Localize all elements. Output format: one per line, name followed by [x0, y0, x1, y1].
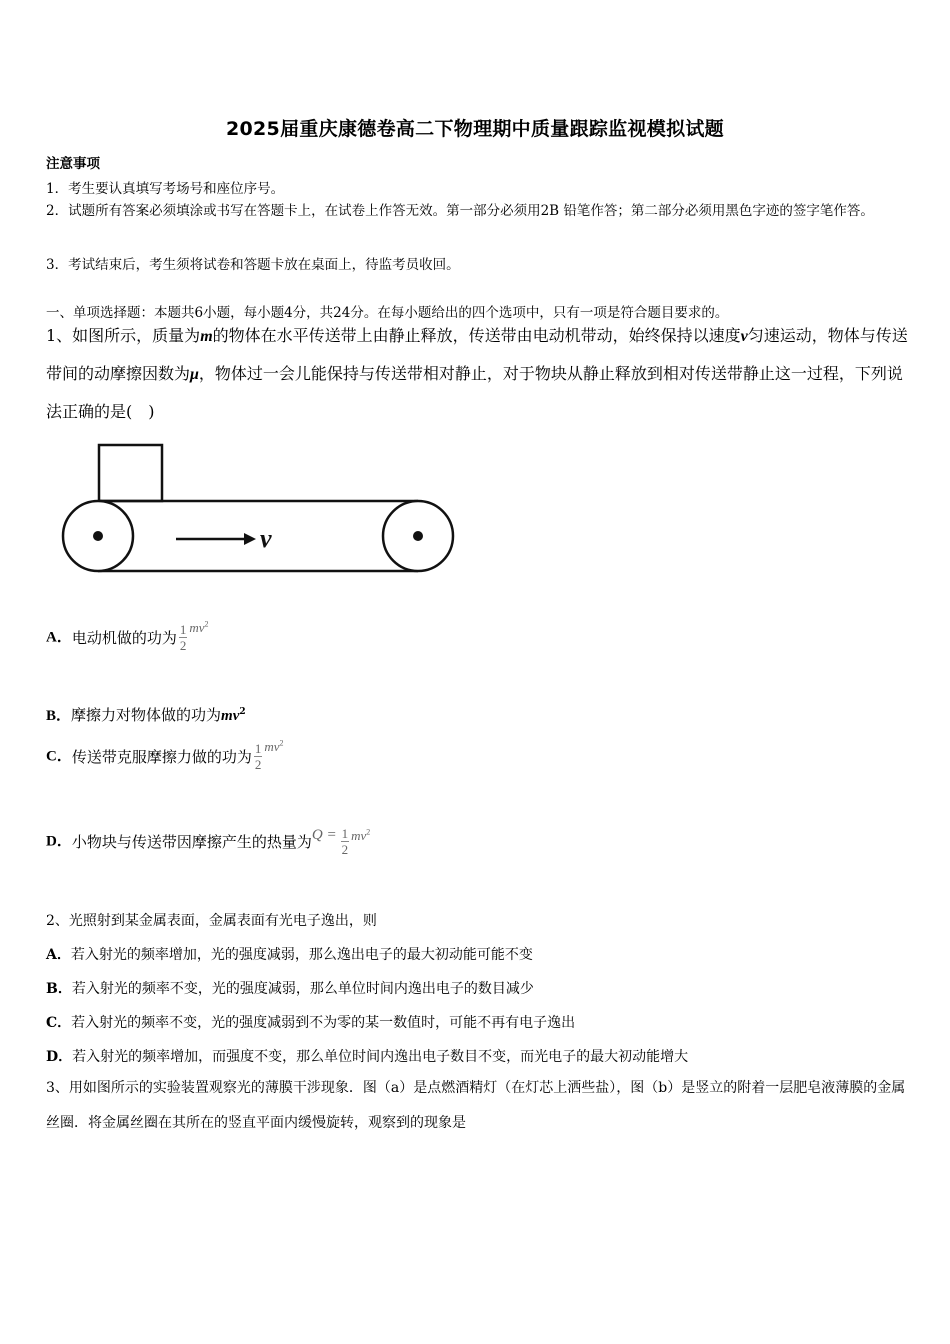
- section-heading: 一、单项选择题：本题共6小题，每小题4分，共24分。在每小题给出的四个选项中，只有一项是符合题目要求的。: [46, 305, 729, 321]
- q2-option-c[interactable]: C．若入射光的频率不变，光的强度减弱到不为零的某一数值时，可能不再有电子逸出: [46, 1015, 576, 1031]
- conveyor-belt-figure: [58, 440, 458, 580]
- q2-option-a[interactable]: A．若入射光的频率增加，光的强度减弱，那么逸出电子的最大初动能可能不变: [46, 947, 533, 963]
- q2-option-d[interactable]: D．若入射光的频率增加，而强度不变，那么单位时间内逸出电子数目不变，而光电子的最大初动能增大: [46, 1049, 689, 1065]
- page-title: 2025届重庆康德卷高二下物理期中质量跟踪监视模拟试题: [226, 118, 724, 140]
- var-m: m: [200, 328, 213, 345]
- fraction-half: $\frac{1}{2}$: [341, 826, 349, 857]
- q1-option-c[interactable]: C．传送带克服摩擦力做的功为 $\frac{1}{2}$ $mv^2$: [46, 738, 284, 772]
- block: [99, 445, 162, 501]
- notice-item-1: 1．考生要认真填写考场号和座位序号。: [46, 181, 285, 197]
- fraction-half: $\frac{1}{2}$: [179, 622, 187, 653]
- right-axle: [413, 531, 423, 541]
- question-1-stem: 1、如图所示，质量为m的物体在水平传送带上由静止释放，传送带由电动机带动，始终保持以速度v匀速运动，物体与传送带间的动摩擦因数为μ，物体过一会儿能保持与传送带相对静止，对于物块从静止释放到相对传送带静止这一过程，下列说法正确的是( ): [46, 326, 908, 421]
- q1-option-d[interactable]: D．小物块与传送带因摩擦产生的热量为Q = $\frac{1}{2}$ $mv^2$: [46, 826, 371, 857]
- q1-option-a[interactable]: A．电动机做的功为 $\frac{1}{2}$ $mv^2$: [46, 619, 209, 653]
- left-axle: [93, 531, 103, 541]
- notice-item-2: 2．试题所有答案必须填涂或书写在答题卡上，在试卷上作答无效。第一部分必须用2B 铅笔作答；第二部分必须用黑色字迹的签字笔作答。: [46, 203, 874, 219]
- q2-option-b[interactable]: B．若入射光的频率不变，光的强度减弱，那么单位时间内逸出电子的数目减少: [46, 981, 534, 997]
- q1-option-b[interactable]: B．摩擦力对物体做的功为$mv^2$: [46, 706, 246, 724]
- velocity-arrowhead: [244, 533, 256, 545]
- var-v: v: [740, 328, 748, 345]
- notice-heading: 注意事项: [46, 156, 100, 172]
- question-2-stem: 2、光照射到某金属表面，金属表面有光电子逸出，则: [46, 913, 377, 929]
- var-mu: μ: [190, 366, 199, 383]
- question-3-stem: 3、用如图所示的实验装置观察光的薄膜干涉现象．图（a）是点燃酒精灯（在灯芯上洒些盐），图（b）是竖立的附着一层肥皂液薄膜的金属丝圈．将金属丝圈在其所在的竖直平面内缓慢旋转，观察到的现象是: [46, 1080, 906, 1131]
- notice-item-3: 3．考试结束后，考生须将试卷和答题卡放在桌面上，待监考员收回。: [46, 257, 460, 273]
- fraction-half: $\frac{1}{2}$: [254, 741, 262, 772]
- velocity-label: v: [260, 524, 272, 553]
